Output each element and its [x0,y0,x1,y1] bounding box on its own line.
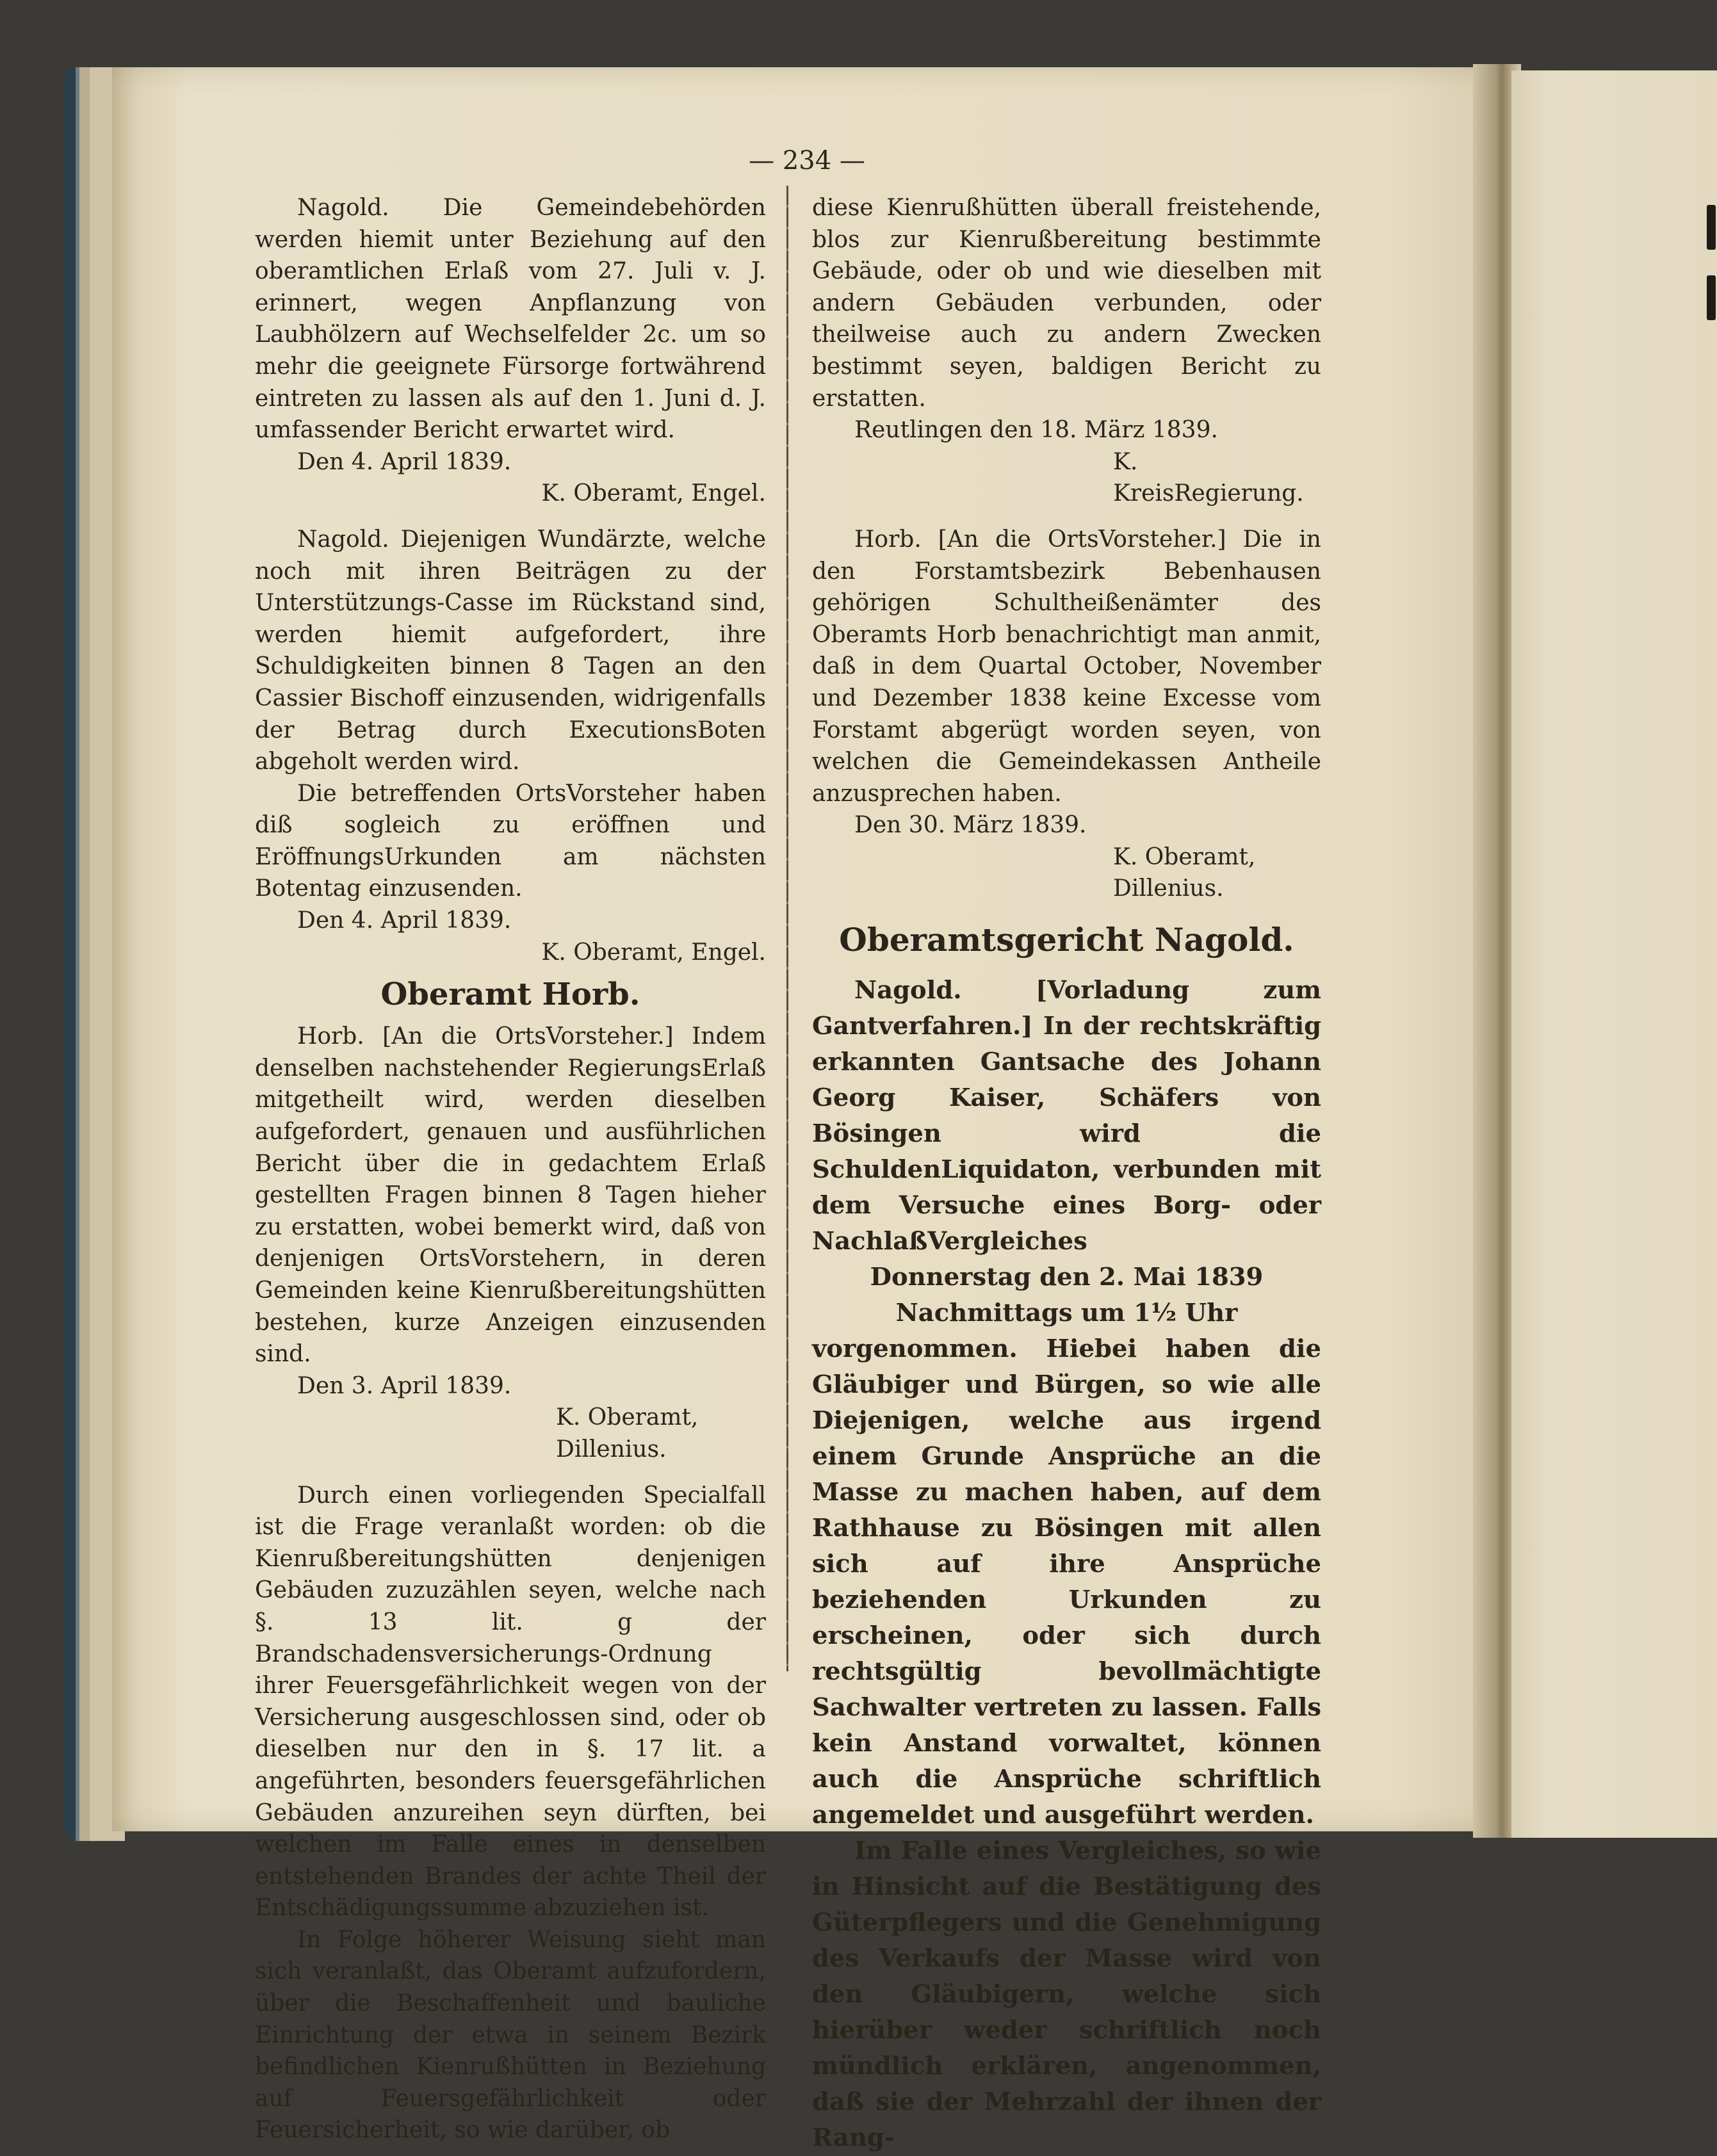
gant-notice-date: Donnerstag den 2. Mai 1839 [870,1263,1264,1292]
right-column [812,192,1321,2156]
notice-signature: K. Oberamt, [556,1404,699,1431]
notice-continuation: diese Kienrußhütten überall freistehende, blos zur Kienrußbereitung bestimmte Gebäude, oder ob und wie dieselben mit andern Gebäuden verbunden, oder theilweise auch zu andern Zwecken bestimmt seyen, baldigen Bericht zu erstatten. [812,195,1321,412]
right-page-text-fragments [1707,205,1717,371]
column-divider [786,186,788,1671]
page-number: — 234 — [749,146,865,175]
gant-notice [812,973,1321,2156]
notice-signature: K. KreisRegierung. [1113,448,1304,507]
notice-date: Den 3. April 1839. [297,1372,512,1399]
notice-date: Den 4. April 1839. [297,448,512,475]
notice-nagold-wundaerzte: Nagold. Diejenigen Wundärzte, welche noch mit ihren Beiträgen zu der Unterstützungs-Casse im Rückstand sind, werden hiemit aufgefordert, ihre Schuldigkeiten binnen 8 Tagen an den Cassier Bischoff einzusenden, widrigenfalls der Betrag durch ExecutionsBoten abgeholt werden wird. [255,526,766,775]
gant-notice-intro: Nagold. [Vorladung zum Gantverfahren.] In der rechtskräftig erkannten Gantsache des Johann Georg Kaiser, Schäfers von Bösingen wird die SchuldenLiquidaton, verbunden mit dem Versuche eines Borg- oder NachlaßVergleiches [812,976,1321,1256]
notice-signature-name: Dillenius. [1113,875,1224,902]
notice-paragraph: In Folge höherer Weisung sieht man sich veranlaßt, das Oberamt aufzufordern, über die Beschaffenheit und bauliche Einrichtung der etwa in seinem Bezirk befindlichen Kienrußhütten in Beziehung auf Feuersgefährlichkeit oder Feuersicherheit, so wie darüber, ob [255,1926,766,2144]
notice-kienrusshuetten: Durch einen vorliegenden Specialfall ist die Frage veranlaßt worden: ob die Kienrußbereitungshütten denjenigen Gebäuden zuzuzählen seyen, welche nach §. 13 lit. g der Brandschadensversicherungs-Ordnung ihrer Feuersgefährlichkeit wegen von der Versicherung ausgeschlossen sind, oder ob dieselben nur den in §. 17 lit. a angeführten, besonders feuersgefährlichen Gebäuden anzureihen seyn dürften, bei welchen im Falle eines in denselben entstehenden Brandes der achte Theil der Entschädigungssumme abzuziehen ist. [255,1482,766,1922]
gant-notice-vergleich: Im Falle eines Vergleiches, so wie in Hinsicht auf die Bestätigung des Güterpflegers und die Genehmigung des Verkaufs der Masse wird von den Gläubigern, welche sich hierüber weder schriftlich noch mündlich erklären, angenommen, daß sie der Mehrzahl der ihnen der Rang- [812,1836,1321,2153]
gant-notice-body: vorgenommen. Hiebei haben die Gläubiger und Bürgen, so wie alle Diejenigen, welche aus irgend einem Grunde Ansprüche an die Masse zu machen haben, auf dem Rathhause zu Bösingen mit allen sich auf ihre Ansprüche beziehenden Urkunden zu erscheinen, oder sich durch rechtsgültig bevollmächtigte Sachwalter vertreten zu lassen. Falls kein Anstand vorwaltet, können auch die Ansprüche schriftlich angemeldet und ausgeführt werden. [812,1334,1321,1830]
notice-horb-ortsvorsteher: Horb. [An die OrtsVorsteher.] Indem denselben nachstehender RegierungsErlaß mitgetheilt wird, werden dieselben aufgefordert, genauen und ausführlichen Bericht über die in gedachtem Erlaß gestellten Fragen binnen 8 Tagen hieher zu erstatten, wobei bemerkt wird, daß von denjenigen OrtsVorstehern, in deren Gemeinden keine Kienrußbereitungshütten bestehen, kurze Anzeigen einzusenden sind. [255,1023,766,1368]
left-column [255,192,766,2146]
section-heading-oberamtsgericht-nagold: Oberamtsgericht Nagold. [839,921,1294,959]
notice-signature: K. Oberamt, Engel. [541,939,766,966]
gant-notice-time: Nachmittags um 1½ Uhr [895,1299,1238,1328]
notice-nagold-laubhoelzer: Nagold. Die Gemeindebehörden werden hiemit unter Beziehung auf den oberamtlichen Erlaß vom 27. Juli v. J. erinnert, wegen Anpflanzung von Laubhölzern auf Wechselfelder 2c. um so mehr die geeignete Fürsorge fortwährend eintreten zu lassen als auf den 1. Juni d. J. umfassender Bericht erwartet wird. [255,195,766,444]
notice-date: Reutlingen den 18. März 1839. [854,417,1218,444]
notice-signature: K. Oberamt, Engel. [541,480,766,507]
notice-date: Den 30. März 1839. [854,812,1087,839]
notice-signature: K. Oberamt, [1113,843,1256,870]
section-heading-oberamt-horb: Oberamt Horb. [380,977,640,1013]
notice-horb-forstamt: Horb. [An die OrtsVorsteher.] Die in den Forstamtsbezirk Bebenhausen gehörigen Schultheißenämter des Oberamts Horb benachrichtigt man anmit, daß in dem Quartal October, November und Dezember 1838 keine Excesse vom Forstamt abgerügt worden seyen, von welchen die Gemeindekassen Antheile anzusprechen haben. [812,526,1321,807]
notice-signature-name: Dillenius. [556,1436,667,1463]
right-page-edge [1511,70,1717,1838]
notice-paragraph: Die betreffenden OrtsVorsteher haben diß sogleich zu eröffnen und EröffnungsUrkunden am nächsten Botentag einzusenden. [255,780,766,902]
notice-date: Den 4. April 1839. [297,907,512,934]
